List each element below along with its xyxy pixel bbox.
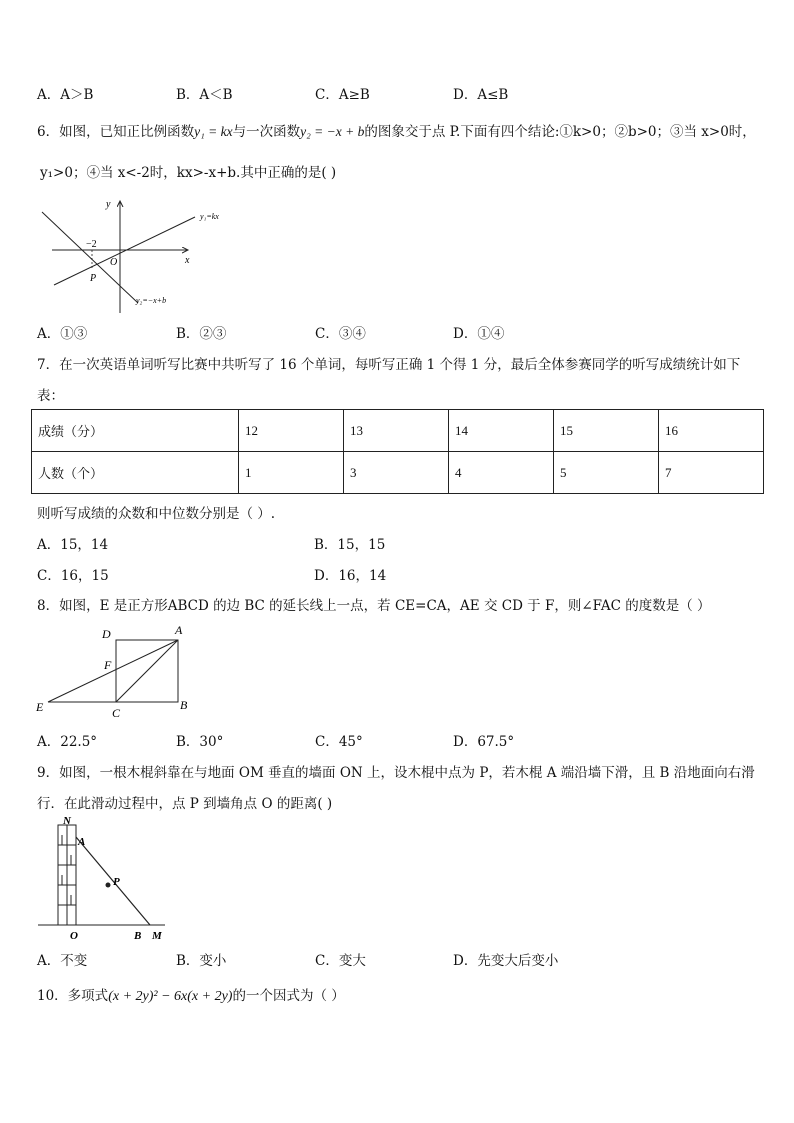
table-cell: 4 xyxy=(449,452,554,494)
q6-function-graph xyxy=(40,195,240,315)
q10-polynomial: (x + 2y)² − 6x(x + 2y) xyxy=(108,989,233,1004)
q9-midpoint-p xyxy=(106,883,111,888)
q6-stem-line1 xyxy=(37,120,756,140)
q5-option-b: B．A＜B xyxy=(176,87,233,103)
q8-label-c: C xyxy=(112,706,121,720)
q9-ladder-figure xyxy=(30,815,180,945)
q6-stem-line2: y₁>0；④当 x<-2时，kx>-x+b.其中正确的是( ) xyxy=(40,165,337,181)
table-cell: 成绩（分） xyxy=(32,410,239,452)
q9-label-o: O xyxy=(70,930,78,942)
q8-option-c: C．45° xyxy=(315,734,363,750)
q9-brick-wall xyxy=(58,825,76,925)
q6-option-d: D．①④ xyxy=(453,326,505,342)
table-cell: 7 xyxy=(659,452,764,494)
q8-label-a: A xyxy=(175,623,183,637)
q9-stem-line1: 9．如图，一根木棍斜靠在与地面 OM 垂直的墙面 ON 上，设木棍中点为 P，若木棍 A 端沿墙下滑，且 B 沿地面向右滑 xyxy=(37,765,755,781)
q9-label-b: B xyxy=(134,930,142,942)
q8-label-f: F xyxy=(104,658,112,672)
table-cell: 13 xyxy=(344,410,449,452)
q9-label-n: N xyxy=(63,815,71,827)
table-cell: 12 xyxy=(239,410,344,452)
table-row xyxy=(32,410,764,452)
q9-option-c: C．变大 xyxy=(315,953,366,969)
q6-stem-part-b: 与一次函数 xyxy=(232,124,301,140)
q8-option-b: B．30° xyxy=(176,734,224,750)
q7-stem-line2: 表： xyxy=(37,388,64,404)
table-cell: 3 xyxy=(344,452,449,494)
q8-stem: 8．如图，E 是正方形ABCD 的边 BC 的延长线上一点，若 CE=CA，AE 交 CD 于 F，则∠FAC 的度数是（ ） xyxy=(37,598,711,614)
table-cell: 1 xyxy=(239,452,344,494)
q8-option-a: A．22.5° xyxy=(37,734,98,750)
table-cell: 16 xyxy=(659,410,764,452)
q7-option-b: B．15，15 xyxy=(314,537,386,553)
q8-square-figure xyxy=(30,620,200,720)
q8-line-ae xyxy=(48,640,178,702)
q7-question: 则听写成绩的众数和中位数分别是（ ）. xyxy=(37,506,276,522)
q6-option-a: A．①③ xyxy=(37,326,88,342)
q6-label-y: y xyxy=(106,199,111,210)
q5-option-c: C．A≥B xyxy=(315,87,370,103)
q8-label-d: D xyxy=(102,627,111,641)
q10-suffix: 的一个因式为（ ） xyxy=(232,988,345,1004)
q7-score-table xyxy=(31,409,764,494)
q10-prefix: 10．多项式 xyxy=(37,988,109,1004)
q10-stem xyxy=(37,984,345,1005)
q6-label-origin: O xyxy=(110,257,118,268)
q9-label-m: M xyxy=(152,930,162,942)
q5-option-a: A．A＞B xyxy=(37,87,94,103)
table-cell: 5 xyxy=(554,452,659,494)
table-row xyxy=(32,452,764,494)
q6-stem-part-a: 6．如图，已知正比例函数 xyxy=(37,124,195,140)
q6-stem-part-c: 的图象交于点 P.下面有四个结论:①k>0；②b>0；③当 x>0时， xyxy=(364,124,756,140)
table-cell: 14 xyxy=(449,410,554,452)
q6-line-y2 xyxy=(42,212,138,303)
table-cell: 人数（个） xyxy=(32,452,239,494)
q9-option-a: A．不变 xyxy=(37,953,88,969)
q6-line-y1 xyxy=(54,217,195,285)
q8-line-ca xyxy=(116,640,178,702)
q7-option-a: A．15，14 xyxy=(37,537,109,553)
q6-option-b: B．②③ xyxy=(176,326,227,342)
q7-option-c: C．16，15 xyxy=(37,568,109,584)
q9-label-a: A xyxy=(78,836,86,848)
q7-stem-line1: 7．在一次英语单词听写比赛中共听写了 16 个单词，每听写正确 1 个得 1 分，最后全体参赛同学的听写成绩统计如下 xyxy=(37,357,741,373)
q9-option-d: D．先变大后变小 xyxy=(453,953,559,969)
q6-y1-expression: y₁ = kx xyxy=(194,124,233,139)
q8-label-e: E xyxy=(36,700,44,714)
q7-option-d: D．16，14 xyxy=(314,568,387,584)
q6-label-tick: −2 xyxy=(86,239,97,250)
q6-label-x: x xyxy=(185,255,190,266)
q9-option-b: B．变小 xyxy=(176,953,227,969)
q6-label-line1: y₁=kx xyxy=(200,212,219,221)
q9-label-p: P xyxy=(113,876,120,888)
q5-option-d: D．A≤B xyxy=(453,87,509,103)
table-cell: 15 xyxy=(554,410,659,452)
q6-label-p: P xyxy=(90,273,97,284)
q8-label-b: B xyxy=(180,698,188,712)
q9-stem-line2: 行．在此滑动过程中，点 P 到墙角点 O 的距离( ) xyxy=(37,796,333,812)
q6-y2-expression: y₂ = −x + b xyxy=(300,124,365,139)
q8-option-d: D．67.5° xyxy=(453,734,515,750)
q6-option-c: C．③④ xyxy=(315,326,366,342)
q6-label-line2: y₂=−x+b xyxy=(136,296,167,305)
